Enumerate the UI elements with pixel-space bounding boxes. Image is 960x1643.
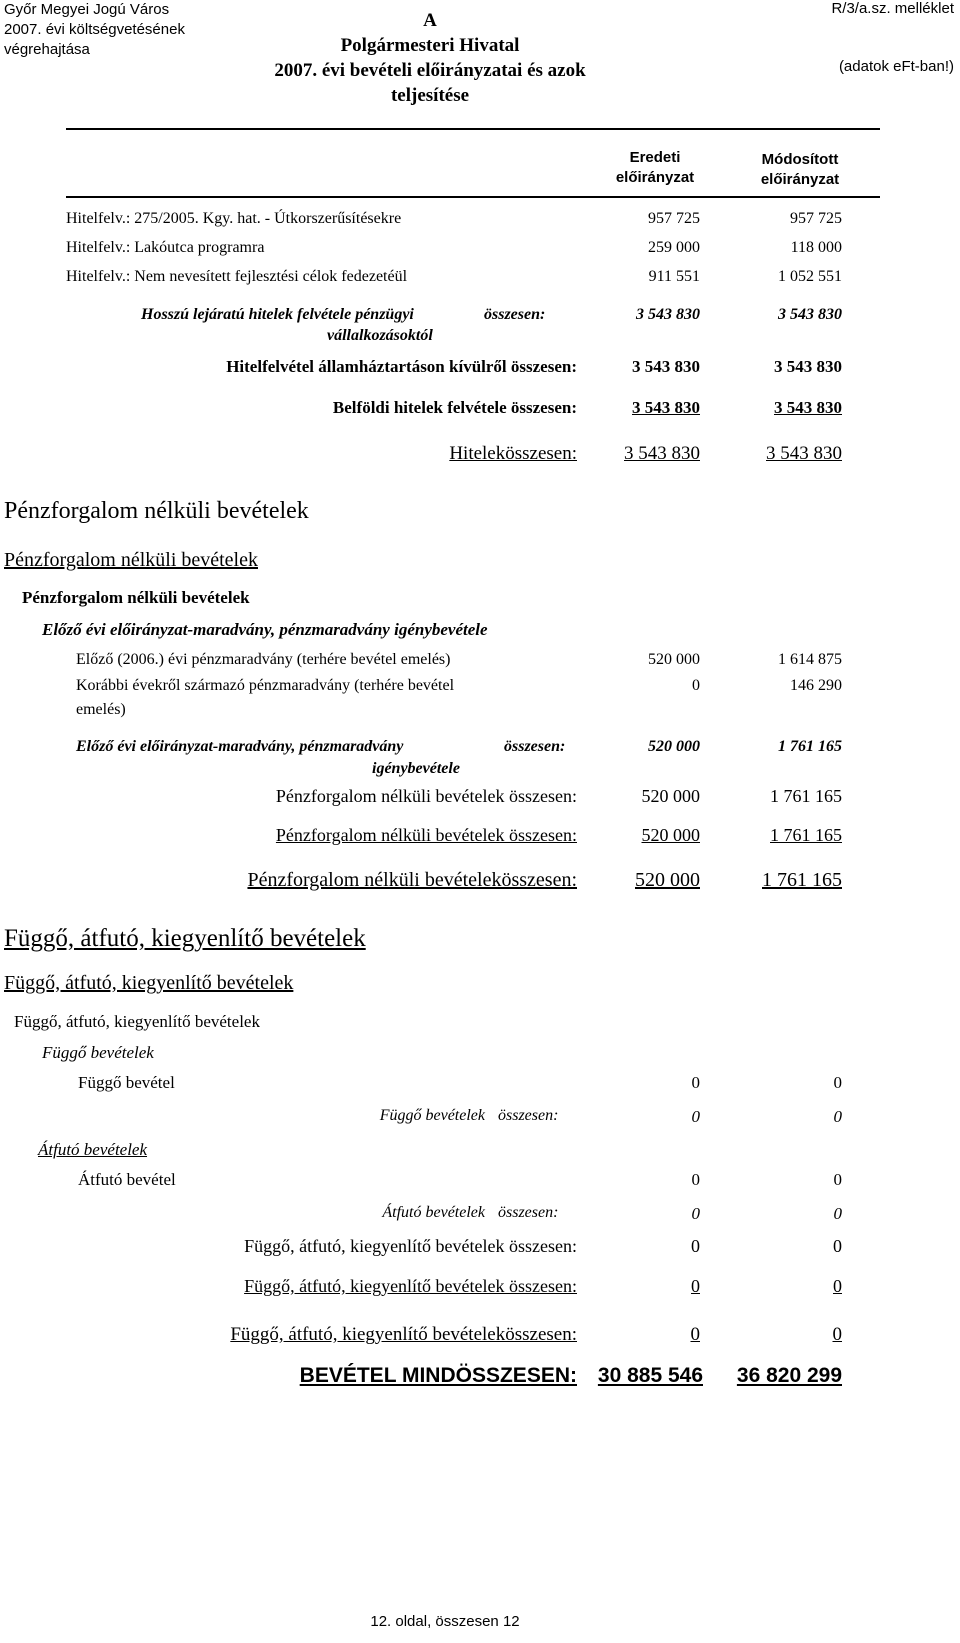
header-left-line-3: végrehajtása: [4, 41, 90, 58]
grand-total-value-eredeti: 30 885 546: [597, 1364, 703, 1387]
row-value-eredeti: 520 000: [648, 651, 700, 668]
column-header-modositott: [740, 150, 860, 190]
subtotal-label: Pénzforgalom nélküli bevételek összesen:: [275, 825, 577, 845]
header-unit: (adatok eFt-ban!): [838, 58, 954, 75]
subtotal-label: Pénzforgalom nélküli bevételekösszesen:: [247, 869, 577, 891]
subtotal-label: Függő, átfutó, kiegyenlítő bevételek összesen:: [244, 1236, 577, 1256]
row-value-modositott: 1 052 551: [778, 268, 842, 285]
subtotal-label: Hitelekösszesen:: [449, 443, 577, 464]
subtotal-value-eredeti: 3 543 830: [632, 398, 700, 417]
subtotal-total-word: összesen:: [498, 1107, 559, 1124]
subtotal-label-continued: vállalkozásoktól: [327, 327, 433, 344]
subtotal-value-eredeti: 0: [690, 1324, 700, 1345]
subtotal-label: Átfutó bevételek: [382, 1204, 485, 1221]
subtotal-value-modositott: 1 761 165: [770, 825, 842, 845]
subtotal-value-modositott: 1 761 165: [770, 786, 842, 806]
row-label: Függő bevétel: [78, 1073, 175, 1092]
section-heading-level-4: Függő bevételek: [42, 1043, 154, 1062]
top-rule: [66, 128, 880, 130]
section-heading-level-1: Függő, átfutó, kiegyenlítő bevételek: [4, 925, 366, 952]
column-header-modositott-line-1: Módosított: [761, 151, 839, 168]
header-left: [4, 0, 185, 60]
row-value-eredeti: 259 000: [648, 239, 700, 256]
subtotal-label-continued: igénybevétele: [372, 760, 460, 777]
section-heading-level-4: Előző évi előirányzat-maradvány, pénzmaradvány igénybevétele: [42, 620, 488, 639]
subtotal-value-eredeti: 0: [691, 1204, 700, 1223]
subtotal-total-word: összesen:: [498, 1204, 559, 1221]
row-label: Előző (2006.) évi pénzmaradvány (terhére bevétel emelés): [76, 651, 451, 668]
subtotal-value-eredeti: 520 000: [648, 738, 700, 755]
subtotal-value-eredeti: 0: [691, 1107, 700, 1126]
subtotal-value-eredeti: 520 000: [641, 786, 700, 806]
row-value-modositott: 0: [833, 1170, 842, 1189]
subtotal-value-eredeti: 520 000: [635, 869, 700, 891]
row-label: Hitelfelv.: Lakóutca programra: [66, 239, 265, 256]
section-heading-level-1: Pénzforgalom nélküli bevételek: [4, 498, 309, 524]
section-heading-level-2: Pénzforgalom nélküli bevételek: [4, 549, 258, 571]
subtotal-value-modositott: 3 543 830: [778, 306, 842, 323]
row-value-modositott: 1 614 875: [778, 651, 842, 668]
column-header-modositott-line-2: előirányzat: [760, 171, 840, 188]
row-value-eredeti: 957 725: [648, 210, 700, 227]
header-center-line-1: A: [423, 10, 437, 31]
row-value-modositott: 0: [833, 1073, 842, 1092]
grand-total-label: BEVÉTEL MINDÖSSZESEN:: [299, 1364, 577, 1387]
subtotal-label: Előző évi előirányzat-maradvány, pénzmaradvány: [76, 738, 404, 755]
subtotal-value-modositott: 1 761 165: [762, 869, 842, 891]
header-rule: [66, 196, 880, 198]
subtotal-value-modositott: 0: [833, 1107, 842, 1126]
row-value-eredeti: 911 551: [648, 268, 700, 285]
header-center-line-3: 2007. évi bevételi előirányzatai és azok: [274, 60, 586, 81]
row-value-modositott: 146 290: [790, 677, 842, 694]
subtotal-value-eredeti: 0: [691, 1276, 700, 1296]
subtotal-total-word: összesen:: [504, 738, 566, 755]
subtotal-value-eredeti: 3 543 830: [624, 443, 700, 464]
subtotal-value-modositott: 3 543 830: [774, 398, 842, 417]
row-label: Hitelfelv.: Nem nevesített fejlesztési célok fedezetéül: [66, 268, 408, 285]
section-heading-level-2: Függő, átfutó, kiegyenlítő bevételek: [4, 972, 294, 994]
column-header-eredeti-line-2: előirányzat: [615, 169, 695, 186]
header-ref: R/3/a.sz. melléklet: [831, 0, 954, 17]
subtotal-value-eredeti: 3 543 830: [632, 357, 700, 376]
subtotal-label: Pénzforgalom nélküli bevételek összesen:: [275, 786, 577, 806]
grand-total-value-modositott: 36 820 299: [736, 1364, 842, 1387]
row-label-continued: emelés): [76, 701, 126, 718]
subtotal-label: Hosszú lejáratú hitelek felvétele pénzügyi: [141, 306, 414, 323]
section-heading-level-4: Átfutó bevételek: [38, 1140, 148, 1159]
subtotal-value-modositott: 3 543 830: [766, 443, 842, 464]
header-center-line-4: teljesítése: [390, 85, 470, 106]
header-center-line-2: Polgármesteri Hivatal: [340, 35, 520, 56]
row-value-modositott: 957 725: [790, 210, 842, 227]
subtotal-value-eredeti: 520 000: [641, 825, 700, 845]
subtotal-label: Belföldi hitelek felvétele összesen:: [332, 398, 577, 417]
column-header-eredeti: [600, 148, 710, 188]
section-heading-level-3: Pénzforgalom nélküli bevételek: [22, 588, 250, 607]
row-label: Hitelfelv.: 275/2005. Kgy. hat. - Útkorszerűsítésekre: [66, 210, 402, 227]
header-center: [230, 8, 630, 108]
column-header-eredeti-line-1: Eredeti: [629, 149, 681, 166]
row-value-eredeti: 0: [691, 1073, 700, 1092]
subtotal-value-modositott: 0: [832, 1324, 842, 1345]
subtotal-value-modositott: 0: [833, 1236, 842, 1256]
row-value-eredeti: 0: [692, 677, 700, 694]
subtotal-label: Hitelfelvétel államháztartáson kívülről összesen:: [226, 357, 577, 376]
subtotal-total-word: összesen:: [484, 306, 546, 323]
subtotal-value-modositott: 3 543 830: [774, 357, 842, 376]
subtotal-value-eredeti: 0: [691, 1236, 700, 1256]
subtotal-label: Függő, átfutó, kiegyenlítő bevételek összesen:: [244, 1276, 577, 1296]
row-value-modositott: 118 000: [790, 239, 842, 256]
page-footer: 12. oldal, összesen 12: [370, 1613, 520, 1630]
subtotal-value-modositott: 0: [833, 1276, 842, 1296]
row-label: Átfutó bevétel: [78, 1170, 176, 1189]
section-heading-level-3: Függő, átfutó, kiegyenlítő bevételek: [14, 1012, 260, 1031]
header-left-line-2: 2007. évi költségvetésének: [4, 21, 185, 38]
row-value-eredeti: 0: [691, 1170, 700, 1189]
subtotal-value-eredeti: 3 543 830: [636, 306, 700, 323]
subtotal-label: Függő bevételek: [379, 1107, 485, 1124]
subtotal-value-modositott: 0: [833, 1204, 842, 1223]
row-label: Korábbi évekről származó pénzmaradvány (terhére bevétel: [76, 677, 455, 694]
subtotal-value-modositott: 1 761 165: [778, 738, 842, 755]
header-left-line-1: Győr Megyei Jogú Város: [4, 1, 170, 18]
subtotal-label: Függő, átfutó, kiegyenlítő bevételekösszesen:: [230, 1324, 577, 1345]
